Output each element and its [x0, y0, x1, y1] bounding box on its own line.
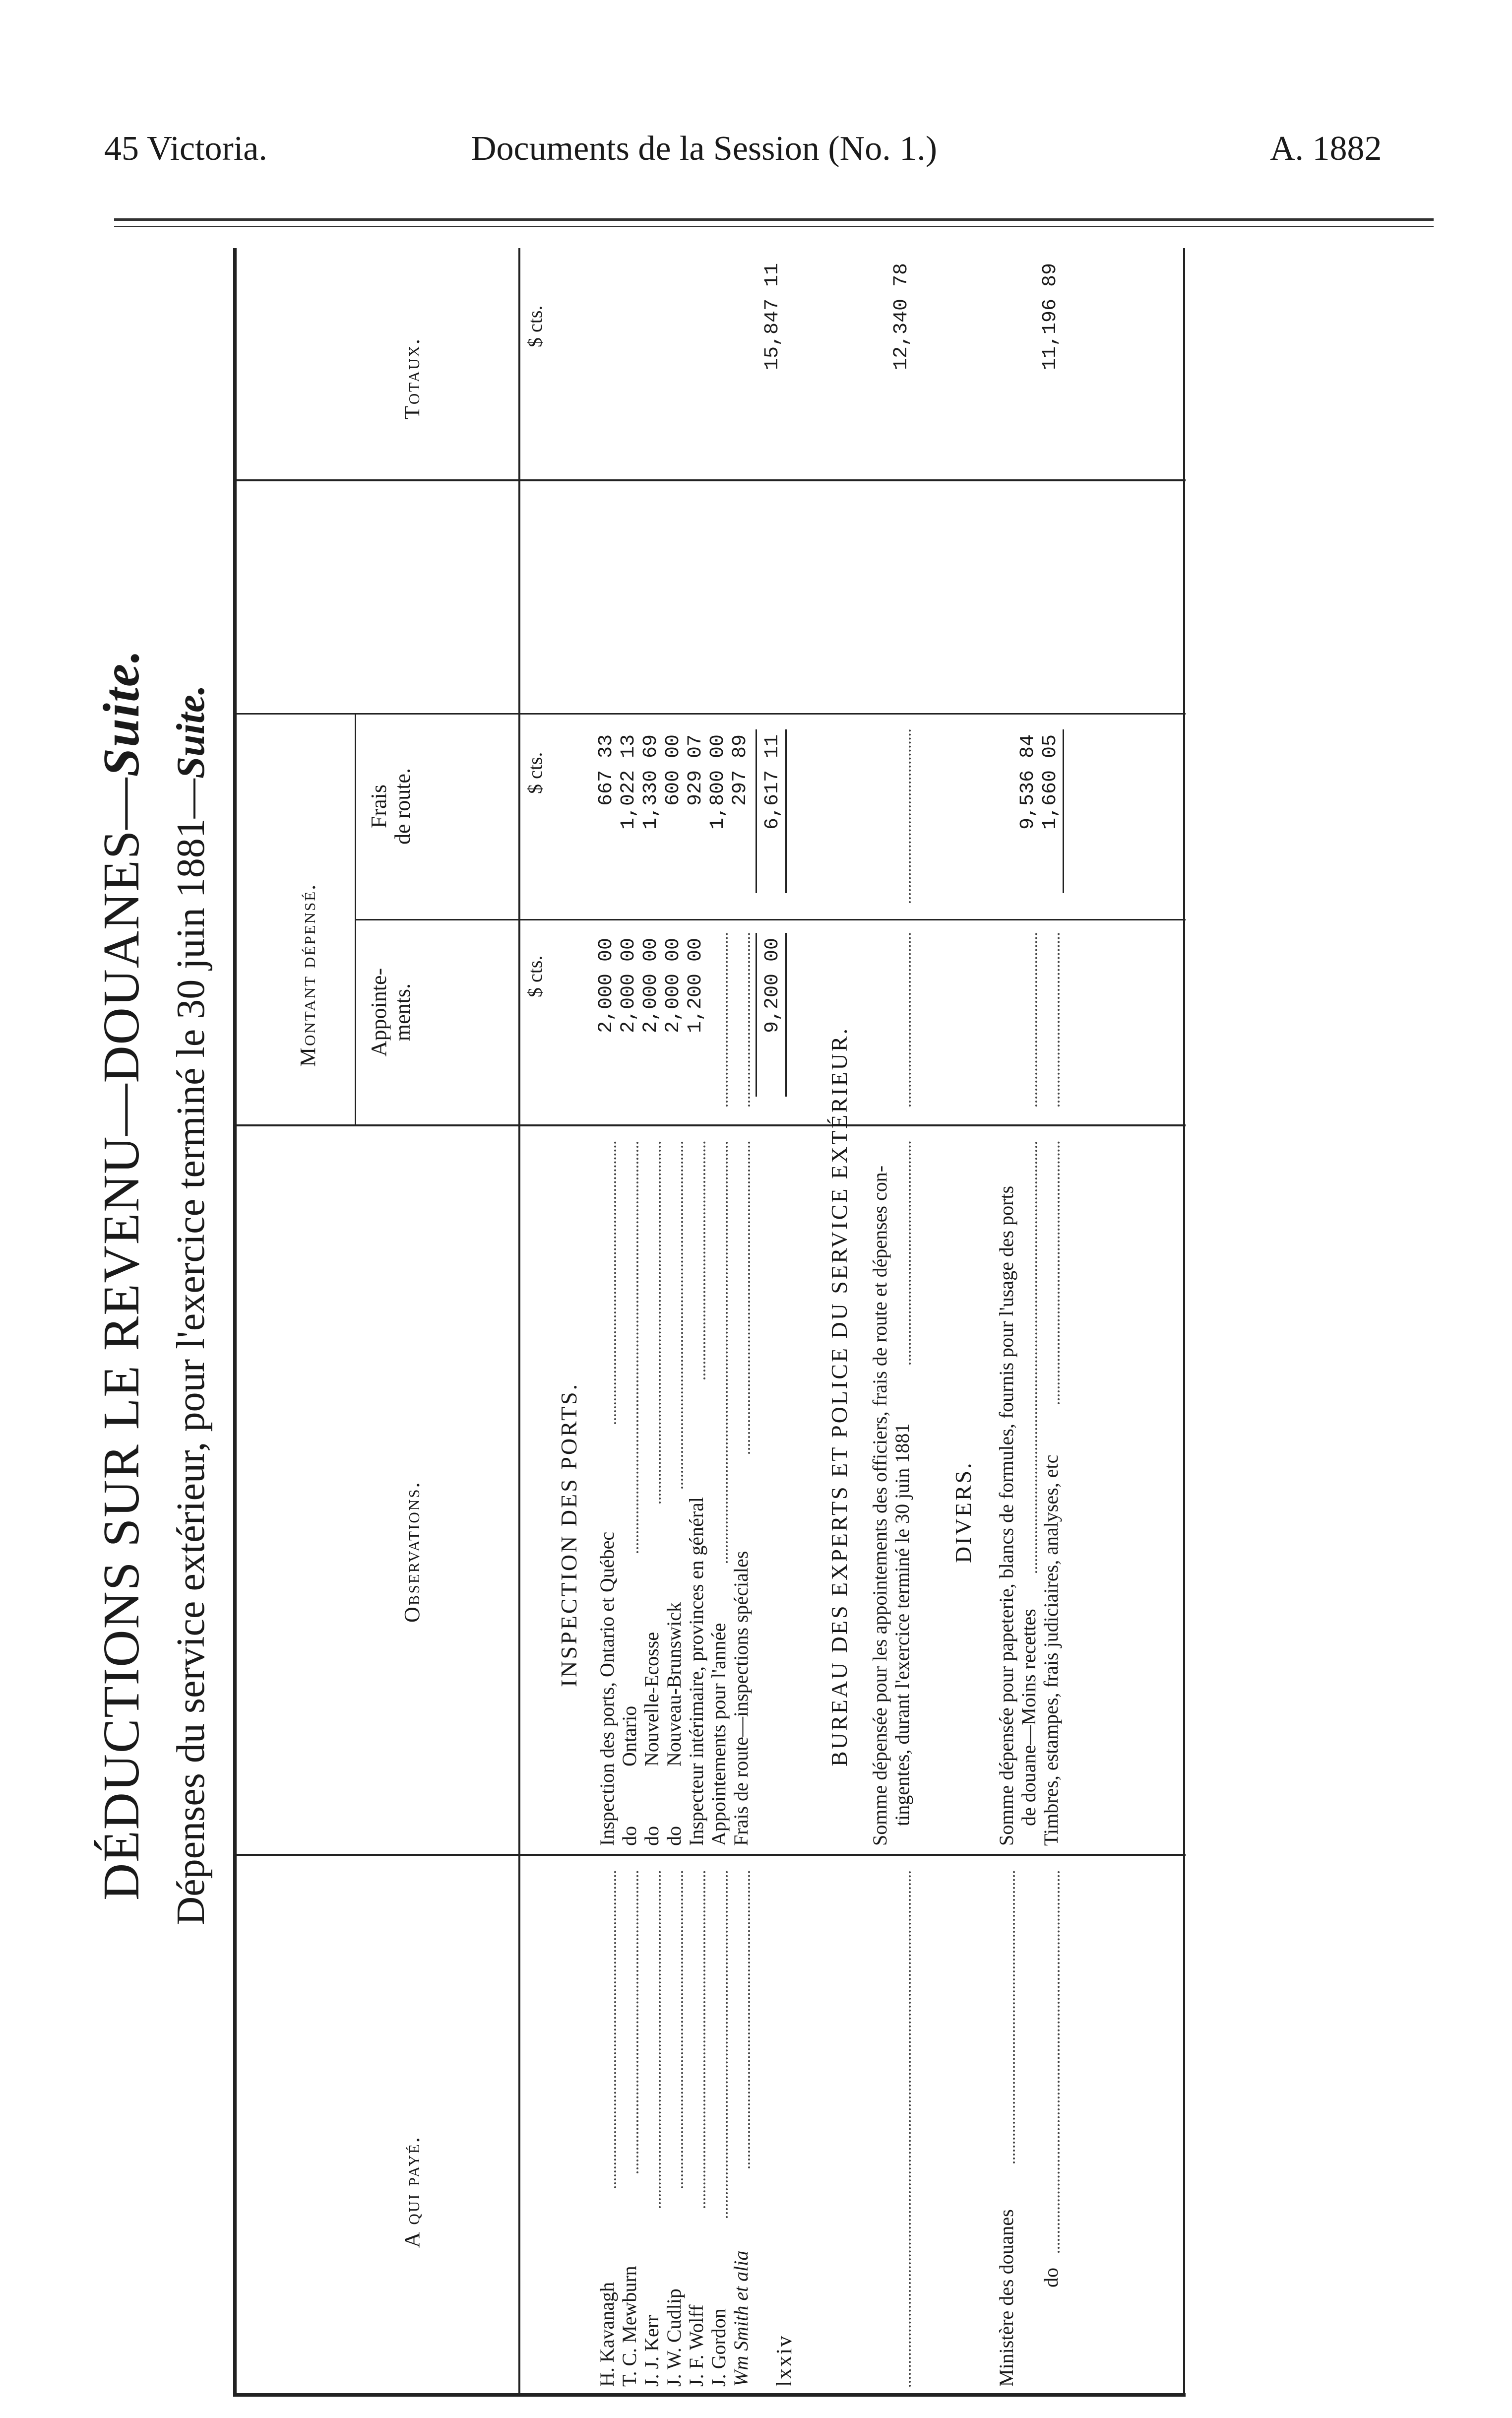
col-divider-observations — [233, 1124, 1186, 1126]
table-row-paye: J. J. Kerr — [640, 2315, 663, 2387]
table-row-appointements: 2,000 00 — [662, 938, 685, 1034]
currency-label-frais: $ cts. — [524, 752, 546, 794]
column-header-observations: Observations. — [400, 1481, 424, 1623]
section-heading-inspection: INSPECTION DES PORTS. — [556, 1382, 581, 1687]
table-row-observation: do Nouvelle-Ecosse — [640, 1632, 663, 1846]
page-subtitle: Dépenses du service extérieur, pour l'exercice terminé le 30 juin 1881—Suite. — [169, 685, 213, 1925]
leader-dots — [1013, 1871, 1015, 2163]
header-document-title: Documents de la Session (No. 1.) — [471, 130, 938, 168]
leader-dots — [1035, 1141, 1037, 1573]
leader-dots — [1058, 933, 1060, 1107]
subtotal-rule-appointements — [756, 933, 757, 1097]
table-row-observation: do Nouveau-Brunswick — [663, 1602, 685, 1846]
table-row-paye: H. Kavanagh — [596, 2282, 618, 2387]
divers-subtotal-rule — [1063, 729, 1064, 893]
divers-description-line1: Somme dépensée pour papeterie, blancs de formules, fournis pour l'usage des ports — [995, 1185, 1017, 1846]
table-row-frais: 1,330 69 — [640, 734, 662, 830]
table-row-paye: J. F. Wolff — [685, 2304, 707, 2387]
col-divider-totaux — [233, 479, 1186, 481]
table-row-observation: Appointements pour l'année — [707, 1623, 730, 1846]
leader-dots — [909, 933, 911, 1107]
leader-dots — [703, 1871, 705, 2208]
header-bottom-rule — [518, 248, 520, 2397]
header-year-code: A. 1882 — [1270, 130, 1382, 168]
header-session-year: 45 Victoria. — [104, 130, 267, 168]
divers-description-line2: de douane—Moins recettes — [1017, 1609, 1040, 1826]
leader-dots — [703, 1141, 705, 1379]
leader-dots — [681, 1141, 683, 1489]
table-row-appointements: 1,200 00 — [685, 938, 707, 1034]
divers-paye-do: do — [1040, 2268, 1062, 2287]
table-row-appointements: 2,000 00 — [618, 938, 640, 1034]
leader-dots — [1035, 933, 1037, 1107]
table-row-paye: T. C. Mewburn — [618, 2266, 640, 2387]
page-title: DÉDUCTIONS SUR LE REVENU—DOUANES—Suite. — [93, 649, 150, 1900]
leader-dots — [748, 1871, 750, 2168]
col-divider-appointements — [355, 919, 1186, 920]
table-left-border — [233, 2393, 1186, 2397]
bureau-description-line2: tingentes, durant l'exercice terminé le 30 juin 1881 — [891, 1423, 913, 1826]
currency-label-totaux: $ cts. — [524, 305, 546, 347]
table-row-paye: Wm Smith et alia — [730, 2250, 752, 2387]
leader-dots — [909, 729, 911, 903]
leader-dots — [909, 1871, 911, 2387]
leader-dots — [726, 933, 728, 1107]
table-row-paye: J. W. Cudlip — [663, 2288, 685, 2387]
montant-subheader-rule — [355, 715, 356, 1126]
divers-frais-timbres: 1,660 05 — [1039, 734, 1062, 830]
subtotal-rule-frais — [756, 729, 757, 893]
table-bottom-border — [1183, 248, 1185, 2397]
table-row-frais: 929 07 — [685, 734, 707, 806]
table-row-observation: Frais de route—inspections spéciales — [730, 1551, 752, 1846]
page-number: lxxiv — [772, 2334, 796, 2387]
leader-dots — [614, 1871, 616, 2188]
leader-dots — [748, 1141, 750, 1454]
table-row-observation: Inspection des ports, Ontario et Québec — [596, 1531, 618, 1846]
col-divider-montant — [233, 713, 1186, 715]
table-top-border — [233, 248, 237, 2397]
table-row-frais: 600 00 — [662, 734, 685, 806]
total-divers: 11,196 89 — [1039, 263, 1062, 371]
divers-paye-ministere: Ministère des douanes — [995, 2209, 1017, 2387]
column-header-paye: A qui payé. — [400, 2136, 424, 2248]
total-bureau: 12,340 78 — [890, 263, 913, 371]
subtotal-underline-frais — [785, 729, 787, 893]
leader-dots — [726, 1871, 728, 2218]
leader-dots — [726, 1141, 728, 1563]
col-divider-paye — [233, 1854, 1186, 1856]
rotated-table-page — [93, 213, 1200, 2397]
subtotal-appointements: 9,200 00 — [761, 938, 784, 1034]
leader-dots — [636, 1871, 638, 2173]
column-header-frais: Frais de route. — [367, 768, 415, 845]
table-row-observation: do Ontario — [618, 1705, 640, 1846]
total-inspection: 15,847 11 — [761, 263, 784, 371]
table-row-frais: 1,022 13 — [618, 734, 640, 830]
table-row-appointements: 2,000 00 — [640, 938, 662, 1034]
table-row-paye: J. Gordon — [707, 2308, 730, 2387]
leader-dots — [659, 1871, 661, 2208]
divers-description-line3: Timbres, estampes, frais judiciaires, analyses, etc — [1040, 1454, 1062, 1846]
subtotal-frais: 6,617 11 — [761, 734, 784, 830]
leader-dots — [909, 1141, 911, 1365]
leader-dots — [748, 933, 750, 1107]
bureau-description-line1: Somme dépensée pour les appointements des officiers, frais de route et dépenses con- — [869, 1165, 891, 1846]
table-row-frais: 667 33 — [595, 734, 618, 806]
table-row-frais: 1,800 00 — [707, 734, 729, 830]
leader-dots — [636, 1141, 638, 1553]
table-row-observation: Inspecteur intérimaire, provinces en général — [685, 1497, 707, 1846]
leader-dots — [1058, 1871, 1060, 2253]
leader-dots — [1058, 1141, 1060, 1404]
leader-dots — [614, 1141, 616, 1424]
column-header-appointements: Appointe- ments. — [367, 968, 415, 1057]
column-header-montant: Montant dépensé. — [296, 883, 320, 1067]
leader-dots — [659, 1141, 661, 1503]
currency-label-appointements: $ cts. — [524, 955, 546, 997]
table-row-appointements: 2,000 00 — [595, 938, 618, 1034]
subtotal-underline-appointements — [785, 933, 787, 1097]
section-heading-divers: DIVERS. — [950, 1461, 976, 1563]
divers-frais-papeterie: 9,536 84 — [1017, 734, 1039, 830]
section-heading-bureau: BUREAU DES EXPERTS ET POLICE DU SERVICE EXTÉRIEUR. — [826, 1027, 852, 1766]
table-row-frais: 297 89 — [729, 734, 752, 806]
column-header-totaux: Totaux. — [400, 337, 424, 419]
leader-dots — [681, 1871, 683, 2188]
